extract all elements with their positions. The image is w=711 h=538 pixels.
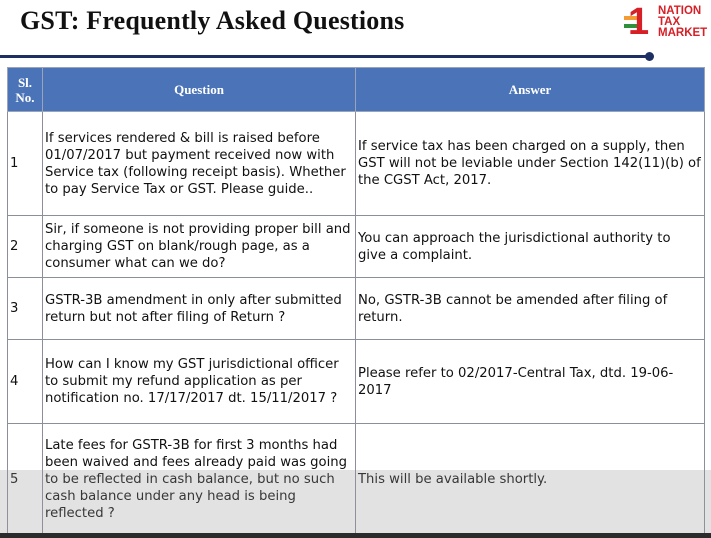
header-sl-line2: No. [15,89,35,105]
table-row [8,278,705,340]
faq-table [7,67,705,536]
sl-no-cell: 3 [8,278,43,340]
title-divider [0,55,650,58]
logo-word: NATION [658,5,702,17]
sl-no-cell: 5 [8,424,43,536]
sl-no-cell: 2 [8,216,43,278]
header-sl-line1: Sl. [17,74,33,90]
nation-tax-market-logo [622,1,710,43]
header-answer: Answer [356,68,705,112]
table-header-row [8,68,705,112]
divider-dot [645,52,654,61]
answer-cell: If service tax has been charged on a supply, then GST will not be leviable under Section 142(11)(b) of the CGST Act, 2017. [356,112,705,216]
sl-no-cell: 4 [8,340,43,424]
bottom-edge-bar [0,533,711,538]
answer-cell: Please refer to 02/2017-Central Tax, dtd. 19-06-2017 [356,340,705,424]
question-cell: How can I know my GST jurisdictional officer to submit my refund application as per notification no. 17/17/2017 dt. 15/11/2017 ? [43,340,356,424]
sl-no-cell: 1 [8,112,43,216]
logo-word: TAX [658,16,681,28]
logo-text [658,6,707,39]
logo-word: MARKET [658,27,708,39]
question-cell: Sir, if someone is not providing proper bill and charging GST on blank/rough page, as a consumer what can we do? [43,216,356,278]
answer-cell: This will be available shortly. [356,424,705,536]
header-question: Question [43,68,356,112]
answer-cell: You can approach the jurisdictional authority to give a complaint. [356,216,705,278]
answer-cell: No, GSTR-3B cannot be amended after filing of return. [356,278,705,340]
question-cell: If services rendered & bill is raised before 01/07/2017 but payment received now with Service tax (following receipt basis). Whether to pay Service Tax or GST. Please guide.. [43,112,356,216]
table-row [8,216,705,278]
question-cell: GSTR-3B amendment in only after submitted return but not after filing of Return ? [43,278,356,340]
header-sl-no [8,68,43,112]
table-row [8,424,705,536]
logo-numeral: 1 [628,1,650,43]
table-row [8,112,705,216]
question-cell: Late fees for GSTR-3B for first 3 months had been waived and fees already paid was going to be reflected in cash balance, but no such cash balance under any head is being reflected ? [43,424,356,536]
table-row [8,340,705,424]
page-title: GST: Frequently Asked Questions [20,6,405,35]
